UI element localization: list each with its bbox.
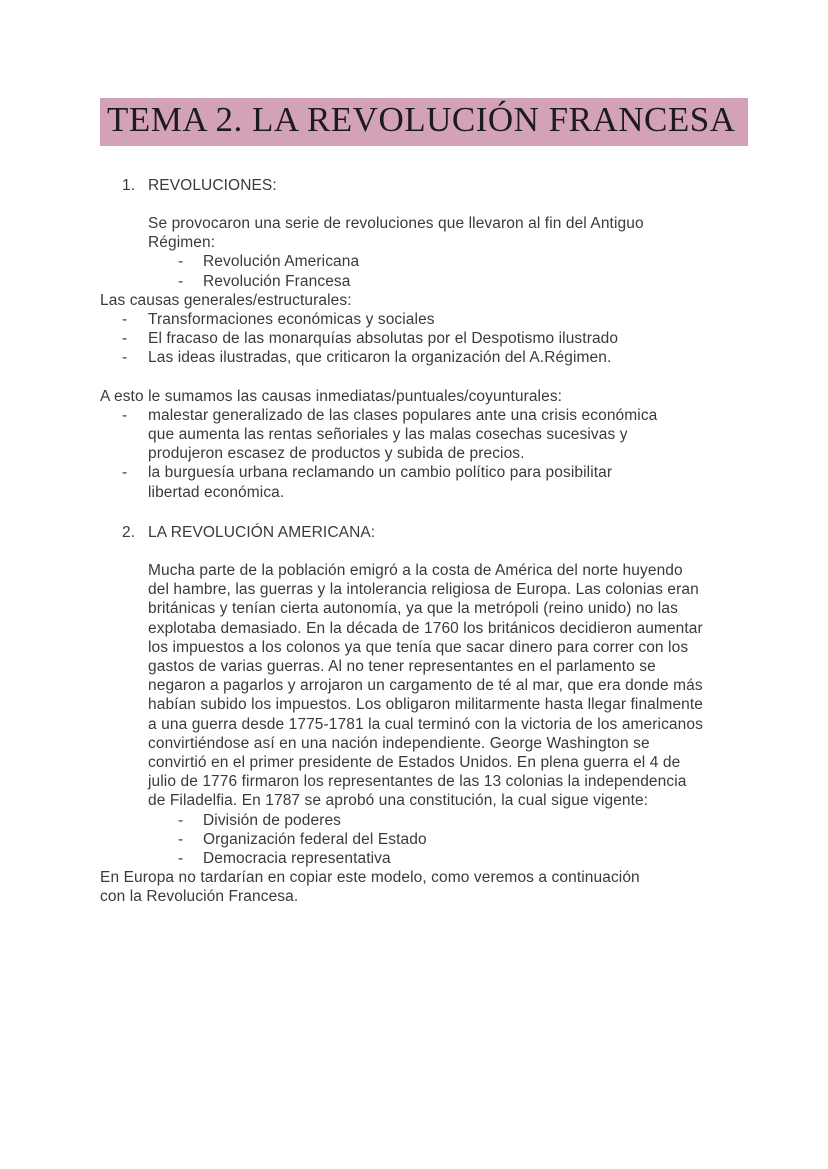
dash-marker: - <box>178 811 184 829</box>
section-1-title: REVOLUCIONES: <box>148 176 277 194</box>
list-item <box>178 849 758 868</box>
section-1-heading <box>122 176 758 195</box>
section-2-number: 2. <box>122 523 136 541</box>
dash-marker: - <box>178 272 184 290</box>
list-item-text: Organización federal del Estado <box>203 830 427 848</box>
dash-marker: - <box>122 464 128 482</box>
dash-marker: - <box>178 849 184 867</box>
list-item-text: malestar generalizado de las clases populares ante una crisis económica que aumenta las rentas señoriales y las malas cosechas sucesivas y produjeron escasez de productos y subida de precios. <box>148 406 658 463</box>
dash-marker: - <box>178 253 184 271</box>
closing-paragraph: En Europa no tardarían en copiar este modelo, como veremos a continuación con la Revolución Francesa. <box>100 869 640 906</box>
section-2-title: LA REVOLUCIÓN AMERICANA: <box>148 523 376 541</box>
section-2-heading <box>122 523 758 542</box>
list-item-text: El fracaso de las monarquías absolutas por el Despotismo ilustrado <box>148 330 619 348</box>
list-item-text: División de poderes <box>203 811 342 829</box>
list-item-text: Transformaciones económicas y sociales <box>148 310 435 328</box>
list-item-text: Las ideas ilustradas, que criticaron la organización del A.Régimen. <box>148 349 612 367</box>
section-1-intro: Se provocaron una serie de revoluciones que llevaron al fin del Antiguo Régimen: <box>148 214 644 252</box>
list-item <box>122 348 758 367</box>
list-item <box>178 272 758 291</box>
dash-marker: - <box>122 406 128 424</box>
list-item-text: la burguesía urbana reclamando un cambio político para posibilitar libertad económica. <box>148 464 613 501</box>
list-item-text: Revolución Americana <box>203 253 360 271</box>
list-item <box>178 811 758 830</box>
dash-marker: - <box>122 330 128 348</box>
list-item <box>122 310 758 329</box>
list-item <box>122 463 758 501</box>
list-item <box>178 252 758 271</box>
causas-generales-lead: Las causas generales/estructurales: <box>100 291 352 309</box>
dash-marker: - <box>178 830 184 848</box>
list-item-text: Democracia representativa <box>203 849 391 867</box>
causas-coyunturales-lead: A esto le sumamos las causas inmediatas/puntuales/coyunturales: <box>100 387 563 405</box>
list-item-text: Revolución Francesa <box>203 272 351 290</box>
dash-marker: - <box>122 349 128 367</box>
dash-marker: - <box>122 310 128 328</box>
section-1-number: 1. <box>122 176 136 194</box>
list-item <box>122 406 758 464</box>
section-2-body: Mucha parte de la población emigró a la costa de América del norte huyendo del hambre, las guerras y la intolerancia religiosa de Europa. Las colonias eran británicas y tenían cierta autonomía, ya que la metrópoli (reino unido) no las explotaba demasiado. En la década de 1760 los británicos decidieron aumentar los impuestos a los colonos ya que tenía que sacar dinero para correr con los gastos de varias guerras. Al no tener representantes en el parlamento se negaron a pagarlos y arrojaron un cargamento de té al mar, que era donde más habían subido los impuestos. Los obligaron militarmente hasta llegar finalmente a una guerra desde 1775-1781 la cual terminó con la victoria de los americanos convirtiéndose así en una nación independiente. George Washington se convirtió en el primer presidente de Estados Unidos. En plena guerra el 4 de julio de 1776 firmaron los representantes de las 13 colonias la independencia de Filadelfia. En 1787 se aprobó una constitución, la cual sigue vigente: <box>148 561 704 810</box>
list-item <box>178 830 758 849</box>
list-item <box>122 329 758 348</box>
page-title: TEMA 2. LA REVOLUCIÓN FRANCESA <box>100 98 748 146</box>
